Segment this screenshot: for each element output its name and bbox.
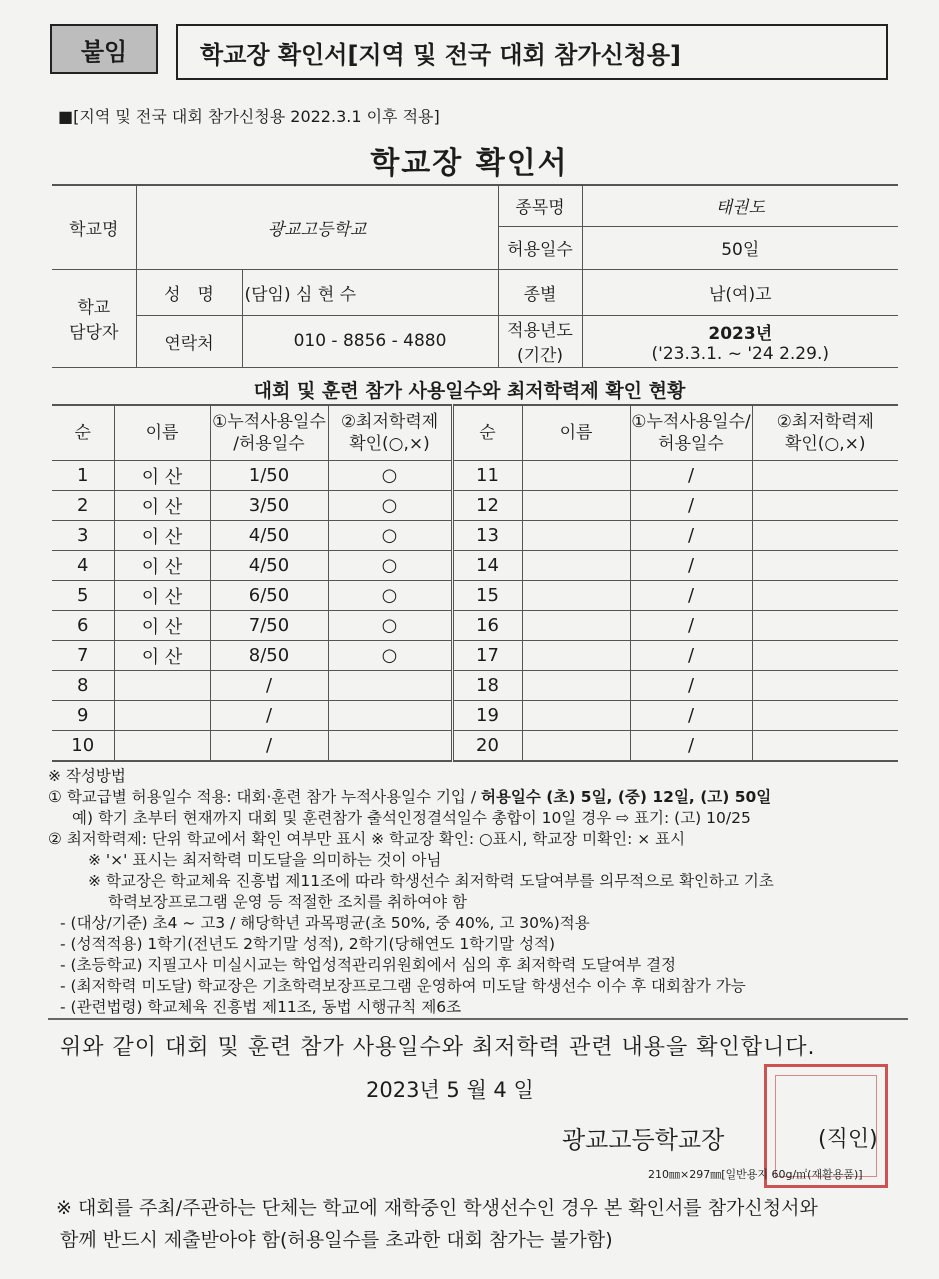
header-days-line2: /허용일수 — [233, 434, 305, 454]
cell-check-right — [752, 581, 898, 611]
cell-name: 이 산 — [114, 461, 210, 491]
cell-no: 2 — [52, 491, 114, 521]
cell-check: ○ — [328, 461, 452, 491]
principal-signature: 광교고등학교장 — [562, 1126, 725, 1154]
bottom-note-line1: ※ 대회를 주최/주관하는 단체는 학교에 재학중인 학생선수인 경우 본 확인서를 참가신청서와 — [56, 1197, 818, 1219]
table-row — [52, 461, 898, 491]
cell-name: 이 산 — [114, 521, 210, 551]
page-title: 학교장 확인서 — [370, 146, 569, 181]
cell-check-right — [752, 611, 898, 641]
cell-days: / — [210, 701, 328, 731]
cell-check — [328, 731, 452, 762]
bottom-note — [56, 1192, 818, 1256]
bottom-note-line2: 함께 반드시 제출받아야 함(허용일수를 초과한 대회 참가는 불가함) — [60, 1229, 613, 1251]
status-table — [52, 404, 898, 762]
instruction-1 — [48, 787, 918, 808]
instruction-note-principal-cont: 학력보장프로그램 운영 등 적절한 조치를 취하여야 함 — [108, 893, 467, 911]
cell-check-right — [752, 701, 898, 731]
year-label — [498, 315, 582, 367]
header-days-line1: ①누적사용일수 — [212, 412, 326, 432]
cell-name-right — [522, 611, 630, 641]
year-label-line1: 적용년도 — [507, 321, 573, 341]
event-value: 태권도 — [582, 185, 898, 226]
cell-days-right: / — [630, 521, 752, 551]
cell-no-right: 16 — [452, 611, 522, 641]
header-no: 순 — [52, 405, 114, 461]
cell-no-right: 19 — [452, 701, 522, 731]
cell-name-right — [522, 641, 630, 671]
cell-name — [114, 701, 210, 731]
table-row — [52, 641, 898, 671]
cell-check — [328, 671, 452, 701]
gender-value: 남(여)고 — [582, 269, 898, 315]
contact-value: 010 - 8856 - 4880 — [242, 315, 498, 367]
cell-name: 이 산 — [114, 491, 210, 521]
header-check — [328, 405, 452, 461]
section-title: 대회 및 훈련 참가 사용일수와 최저학력제 확인 현황 — [253, 380, 686, 402]
cell-check: ○ — [328, 521, 452, 551]
cell-check-right — [752, 641, 898, 671]
year-value: 2023년 — [708, 323, 773, 344]
allowed-days-value: 50일 — [582, 226, 898, 269]
cell-no-right: 20 — [452, 731, 522, 762]
cell-no: 5 — [52, 581, 114, 611]
manager-label — [52, 269, 136, 367]
instruction-below-min: - (최저학력 미도달) 학교장은 기초학력보장프로그램 운영하여 미도달 학생선수 이수 후 대회참가 가능 — [60, 977, 746, 995]
school-value: 광교고등학교 — [136, 185, 498, 269]
cell-days: 7/50 — [210, 611, 328, 641]
cell-no: 4 — [52, 551, 114, 581]
cell-name — [114, 671, 210, 701]
attachment-tag — [50, 24, 158, 74]
cell-days: 3/50 — [210, 491, 328, 521]
cell-no: 8 — [52, 671, 114, 701]
cell-name-right — [522, 491, 630, 521]
cell-name-right — [522, 551, 630, 581]
cell-days: 1/50 — [210, 461, 328, 491]
instruction-target: - (대상/기준) 초4 ~ 고3 / 해당학년 과목평균(초 50%, 중 40%, 고 30%)적용 — [60, 914, 590, 932]
cell-days-right: / — [630, 581, 752, 611]
cell-no-right: 11 — [452, 461, 522, 491]
cell-check: ○ — [328, 491, 452, 521]
instruction-note-x: ※ '×' 표시는 최저학력 미도달을 의미하는 것이 아님 — [88, 851, 442, 869]
cell-check: ○ — [328, 611, 452, 641]
name-value: (담임) 심 현 수 — [242, 269, 498, 315]
applicability-note: ■[지역 및 전국 대회 참가신청용 2022.3.1 이후 적용] — [58, 107, 440, 126]
cell-name — [114, 731, 210, 762]
cell-name-right — [522, 671, 630, 701]
cell-days: 8/50 — [210, 641, 328, 671]
cell-check-right — [752, 671, 898, 701]
instructions-title: ※ 작성방법 — [48, 767, 126, 785]
manager-label-line2: 담당자 — [69, 323, 119, 343]
cell-check-right — [752, 521, 898, 551]
cell-days: 4/50 — [210, 551, 328, 581]
table-row — [52, 521, 898, 551]
contact-label: 연락처 — [136, 315, 242, 367]
header-name-right: 이름 — [522, 405, 630, 461]
school-label: 학교명 — [52, 185, 136, 269]
cell-name-right — [522, 701, 630, 731]
instructions — [48, 766, 918, 1018]
year-value-cell — [582, 315, 898, 367]
cell-name-right — [522, 521, 630, 551]
cell-no-right: 17 — [452, 641, 522, 671]
paper-spec: 210㎜×297㎜[일반용지 60g/㎡(재활용품)] — [648, 1168, 863, 1181]
status-header-row — [52, 405, 898, 461]
header-check-right — [752, 405, 898, 461]
header-title: 학교장 확인서[지역 및 전국 대회 참가신청용] — [200, 40, 682, 69]
manager-label-line1: 학교 — [77, 298, 111, 318]
header-title-box — [176, 24, 888, 80]
cell-days: / — [210, 731, 328, 762]
header-days-right-line1: ①누적사용일수/ — [631, 412, 751, 432]
header-days-right — [630, 405, 752, 461]
cell-no: 1 — [52, 461, 114, 491]
gender-label: 종별 — [498, 269, 582, 315]
header-check-line1: ②최저학력제 — [340, 412, 439, 432]
cell-name-right — [522, 461, 630, 491]
confirm-date: 2023년 5 월 4 일 — [366, 1078, 534, 1102]
cell-days-right: / — [630, 731, 752, 762]
cell-days-right: / — [630, 611, 752, 641]
info-table — [52, 184, 898, 368]
cell-check-right — [752, 491, 898, 521]
header-check-line2: 확인(○,×) — [349, 434, 430, 454]
cell-no: 7 — [52, 641, 114, 671]
cell-days-right: / — [630, 461, 752, 491]
table-row — [52, 611, 898, 641]
cell-check-right — [752, 731, 898, 762]
header-check-right-line2: 확인(○,×) — [784, 434, 866, 454]
instruction-grades: - (성적적용) 1학기(전년도 2학기말 성적), 2학기(당해연도 1학기말 성적) — [60, 935, 556, 953]
cell-check-right — [752, 461, 898, 491]
cell-name: 이 산 — [114, 581, 210, 611]
header-check-right-line1: ②최저학력제 — [776, 412, 874, 432]
instruction-example: 예) 학기 초부터 현재까지 대회 및 훈련참가 출석인정결석일수 총합이 10일 경우 ⇨ 표기: (고) 10/25 — [72, 809, 751, 827]
instruction-note-principal: ※ 학교장은 학교체육 진흥법 제11조에 따라 학생선수 최저학력 도달여부를 의무적으로 확인하고 기초 — [88, 872, 774, 890]
instruction-1-bold: 허용일수 (초) 5일, (중) 12일, (고) 50일 — [480, 788, 772, 806]
cell-check-right — [752, 551, 898, 581]
cell-days-right: / — [630, 701, 752, 731]
cell-check — [328, 701, 452, 731]
cell-name-right — [522, 581, 630, 611]
year-label-line2: (기간) — [516, 346, 564, 366]
instruction-elementary: - (초등학교) 지필고사 미실시교는 학업성적관리위원회에서 심의 후 최저학력 도달여부 결정 — [60, 956, 677, 974]
seal-label: (직인) — [818, 1127, 878, 1152]
cell-no-right: 13 — [452, 521, 522, 551]
confirm-statement: 위와 같이 대회 및 훈련 참가 사용일수와 최저학력 관련 내용을 확인합니다. — [60, 1035, 816, 1060]
period-value: ('23.3.1. ~ '24 2.29.) — [651, 343, 829, 364]
allowed-days-label: 허용일수 — [498, 226, 582, 269]
cell-check: ○ — [328, 551, 452, 581]
table-row — [52, 491, 898, 521]
cell-days-right: / — [630, 671, 752, 701]
cell-name: 이 산 — [114, 611, 210, 641]
instruction-1-text: ① 학교급별 허용일수 적용: 대회·훈련 참가 누적사용일수 기입 / — [48, 788, 481, 806]
header-no-right: 순 — [452, 405, 522, 461]
cell-name: 이 산 — [114, 551, 210, 581]
cell-check: ○ — [328, 581, 452, 611]
cell-no-right: 18 — [452, 671, 522, 701]
instruction-law: - (관련법령) 학교체육 진흥법 제11조, 동법 시행규칙 제6조 — [60, 998, 462, 1016]
header-name: 이름 — [114, 405, 210, 461]
attachment-tag-label: 붙임 — [80, 37, 128, 66]
cell-name-right — [522, 731, 630, 762]
cell-no: 10 — [52, 731, 114, 762]
cell-days-right: / — [630, 551, 752, 581]
header-days-right-line2: 허용일수 — [658, 434, 724, 454]
table-row — [52, 701, 898, 731]
cell-days: 4/50 — [210, 521, 328, 551]
cell-days-right: / — [630, 491, 752, 521]
instruction-2: ② 최저학력제: 단위 학교에서 확인 여부만 표시 ※ 학교장 확인: ○표시, 학교장 미확인: × 표시 — [48, 830, 686, 848]
table-row — [52, 671, 898, 701]
table-row — [52, 551, 898, 581]
cell-days-right: / — [630, 641, 752, 671]
header-days — [210, 405, 328, 461]
cell-no-right: 12 — [452, 491, 522, 521]
cell-check: ○ — [328, 641, 452, 671]
event-label: 종목명 — [498, 185, 582, 226]
cell-no: 9 — [52, 701, 114, 731]
divider — [48, 1018, 908, 1020]
cell-name: 이 산 — [114, 641, 210, 671]
cell-no: 3 — [52, 521, 114, 551]
name-label: 성 명 — [136, 269, 242, 315]
table-row — [52, 581, 898, 611]
cell-no-right: 14 — [452, 551, 522, 581]
cell-days: 6/50 — [210, 581, 328, 611]
cell-no-right: 15 — [452, 581, 522, 611]
table-row — [52, 731, 898, 762]
cell-no: 6 — [52, 611, 114, 641]
cell-days: / — [210, 671, 328, 701]
